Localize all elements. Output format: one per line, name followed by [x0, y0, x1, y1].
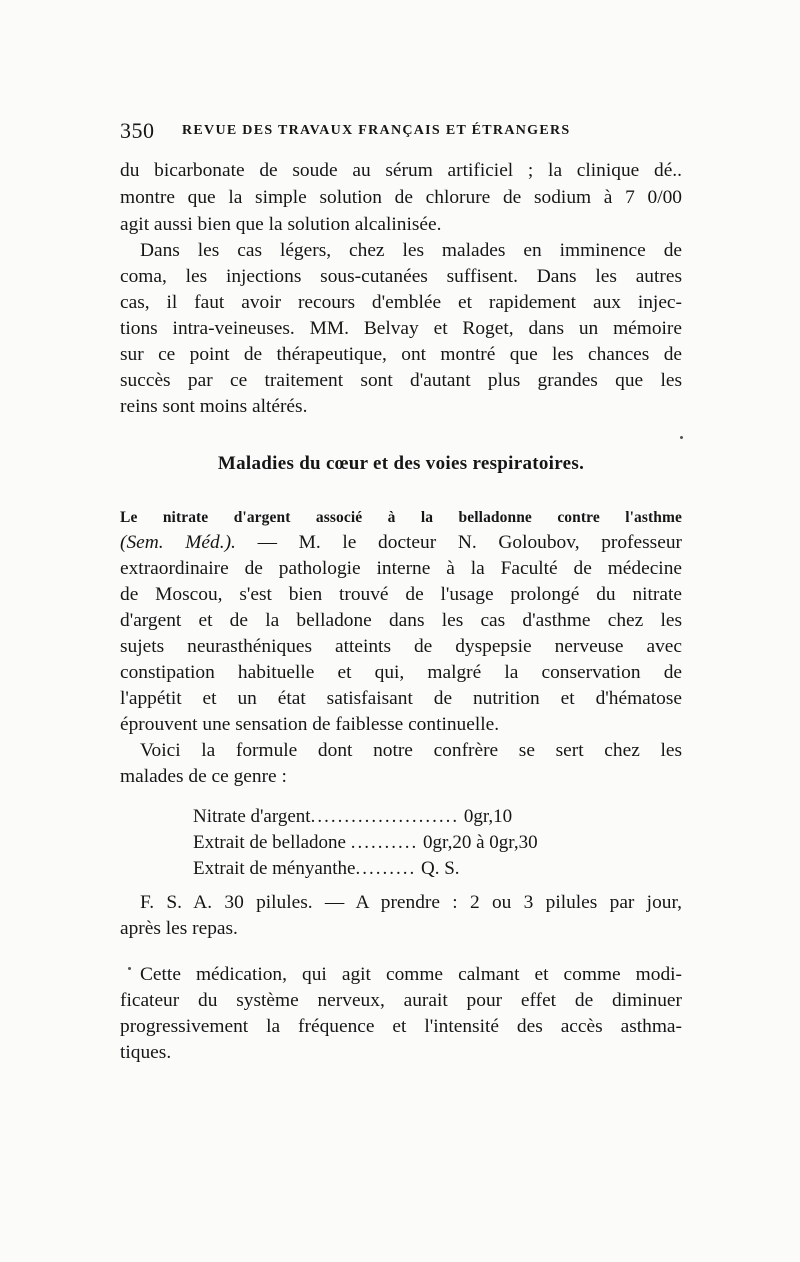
text-line: coma, les injections sous-cutanées suffisent. Dans les autres [120, 266, 682, 287]
text-line: F. S. A. 30 pilules. — A prendre : 2 ou 3 pilules par jour, [140, 892, 682, 913]
text-line: montre que la simple solution de chlorure de sodium à 7 0/00 [120, 187, 682, 208]
formula-ingredient: Extrait de belladone [193, 832, 346, 853]
section-heading: Maladies du cœur et des voies respiratoires. [217, 453, 585, 474]
formula-ingredient: Nitrate d'argent [193, 806, 311, 827]
text-line: éprouvent une sensation de faiblesse continuelle. [120, 714, 500, 735]
text-line: sur ce point de thérapeutique, ont montré que les chances de [120, 344, 682, 365]
text-line: Voici la formule dont notre confrère se sert chez les [140, 740, 682, 761]
text-line: progressivement la fréquence et l'intensité des accès asthma- [120, 1016, 682, 1037]
text-line: cas, il faut avoir recours d'emblée et rapidement aux injec- [120, 292, 682, 313]
text-line: reins sont moins altérés. [120, 396, 308, 417]
formula-row [193, 832, 538, 854]
page-header [120, 118, 682, 146]
article-intro: — M. le docteur N. Goloubov, professeur [235, 532, 682, 553]
formula-row [193, 858, 460, 880]
article-title: Le nitrate d'argent associé à la belladonne contre l'asthme [120, 509, 682, 526]
text-line: extraordinaire de pathologie interne à la Faculté de médecine [120, 558, 682, 579]
formula-leader: ......... [355, 858, 417, 879]
scan-speck [128, 967, 131, 970]
text-line: succès par ce traitement sont d'autant plus grandes que les [120, 370, 682, 391]
text-line: Cette médication, qui agit comme calmant et comme modi- [140, 964, 682, 985]
formula-leader: .......... [350, 832, 419, 853]
text-line: l'appétit et un état satisfaisant de nutrition et d'hématose [120, 688, 682, 709]
text-line: ficateur du système nerveux, aurait pour effet de diminuer [120, 990, 682, 1011]
text-line: constipation habituelle et qui, malgré la conservation de [120, 662, 682, 683]
text-line [120, 530, 682, 556]
text-line: Dans les cas légers, chez les malades en imminence de [140, 240, 682, 261]
text-line: agit aussi bien que la solution alcalinisée. [120, 214, 442, 235]
scan-speck [680, 436, 683, 439]
text-line: sujets neurasthéniques atteints de dyspepsie nerveuse avec [120, 636, 682, 657]
formula-row [193, 806, 512, 828]
text-line: du bicarbonate de soude au sérum artificiel ; la clinique dé.. [120, 160, 682, 181]
article-source: (Sem. Méd.). [120, 532, 236, 553]
formula-leader: ...................... [310, 806, 460, 827]
text-line: malades de ce genre : [120, 766, 287, 787]
text-line: d'argent et de la belladone dans les cas d'asthme chez les [120, 610, 682, 631]
article-title-line [120, 504, 682, 531]
formula-dose: 0gr,10 [463, 806, 513, 827]
text-line: de Moscou, s'est bien trouvé de l'usage prolongé du nitrate [120, 584, 682, 605]
formula-ingredient: Extrait de ményanthe [193, 858, 356, 879]
page-number: 350 [120, 118, 155, 143]
running-title: REVUE DES TRAVAUX FRANÇAIS ET ÉTRANGERS [182, 123, 571, 138]
text-line: tions intra-veineuses. MM. Belvay et Roget, dans un mémoire [120, 318, 682, 339]
formula-dose: 0gr,20 à 0gr,30 [423, 832, 538, 853]
text-line: après les repas. [120, 918, 238, 939]
text-line: tiques. [120, 1042, 172, 1063]
formula-dose: Q. S. [421, 858, 460, 879]
